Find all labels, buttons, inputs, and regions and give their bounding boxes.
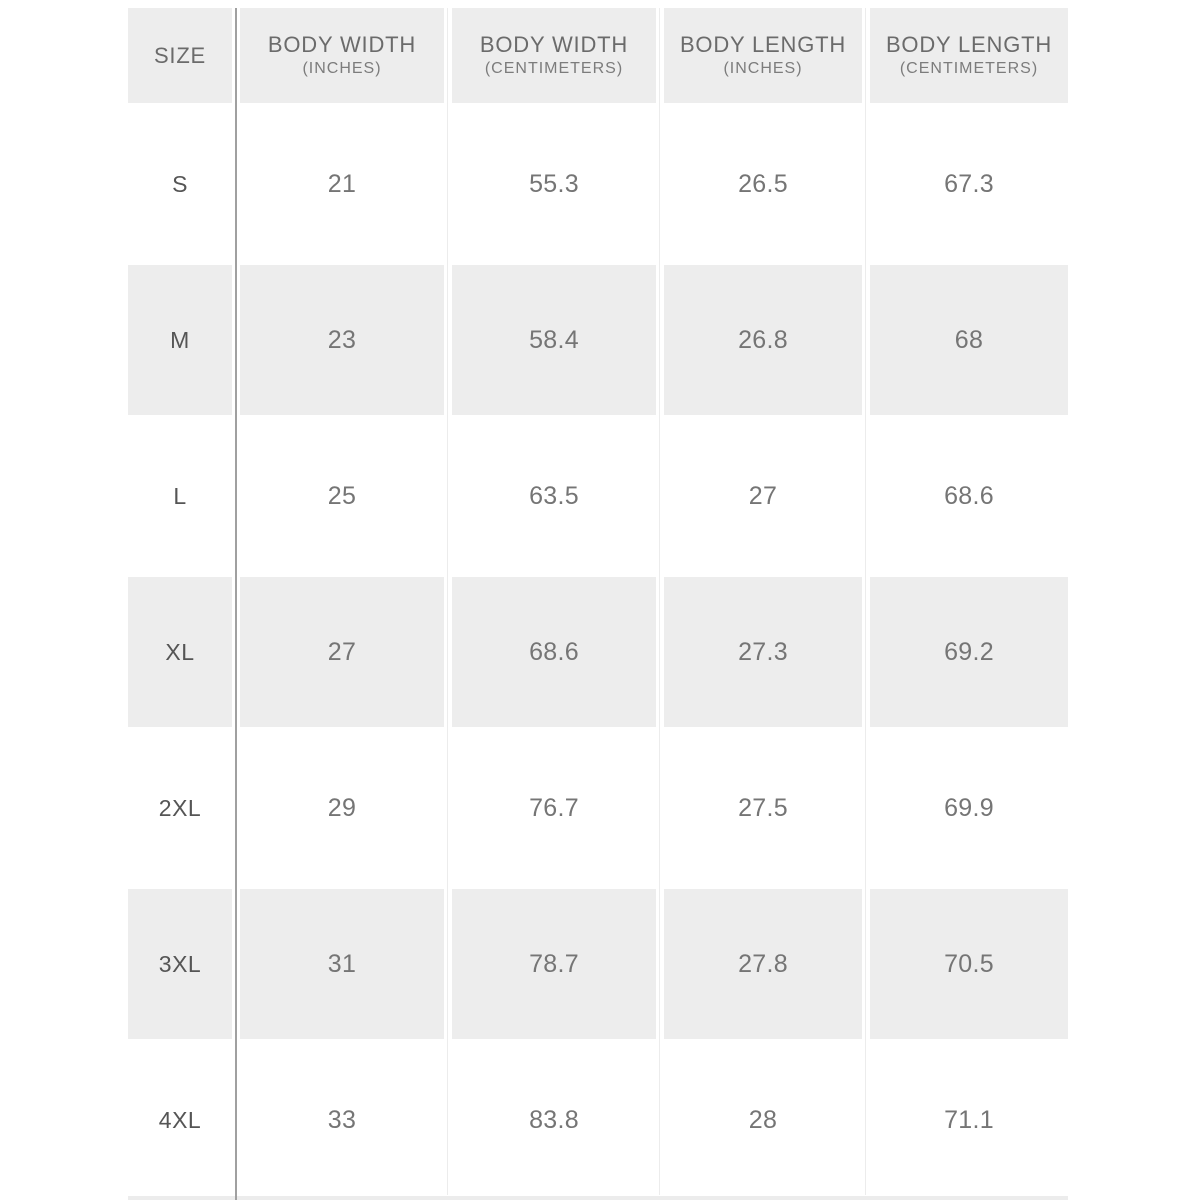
value-cell: 76.7 <box>452 733 656 883</box>
column-gutter-line <box>659 8 660 1195</box>
value-cell: 69.2 <box>870 577 1068 727</box>
value-cell: 68.6 <box>870 421 1068 571</box>
value-cell: 33 <box>240 1045 444 1195</box>
value-cell: 78.7 <box>452 889 656 1039</box>
column-header-title: BODY WIDTH <box>267 32 417 58</box>
value-cell: 25 <box>240 421 444 571</box>
value-cell: 70.5 <box>870 889 1068 1039</box>
value-cell: 27 <box>240 577 444 727</box>
value-cell: 31 <box>240 889 444 1039</box>
value-cell: 27.3 <box>664 577 862 727</box>
value-cell: 55.3 <box>452 109 656 259</box>
header-cell-size <box>128 8 232 103</box>
value-cell: 21 <box>240 109 444 259</box>
value-cell: 63.5 <box>452 421 656 571</box>
column-header-title: BODY LENGTH <box>885 32 1053 58</box>
column-header-title: SIZE <box>153 42 207 68</box>
value-cell: 68.6 <box>452 577 656 727</box>
column-header-subtitle: (INCHES) <box>723 59 803 77</box>
column-gutter-line <box>865 8 866 1195</box>
table-bottom-edge-line <box>128 1196 1068 1200</box>
header-cell-body-width-inches <box>240 8 444 103</box>
size-cell-m: M <box>128 265 232 415</box>
column-header-subtitle: (CENTIMETERS) <box>899 59 1039 77</box>
column-header-title: BODY LENGTH <box>679 32 847 58</box>
value-cell: 27.5 <box>664 733 862 883</box>
value-cell: 28 <box>664 1045 862 1195</box>
size-cell-2xl: 2XL <box>128 733 232 883</box>
value-cell: 23 <box>240 265 444 415</box>
value-cell: 26.8 <box>664 265 862 415</box>
header-cell-body-width-centimeters <box>452 8 656 103</box>
size-cell-xl: XL <box>128 577 232 727</box>
column-header-subtitle: (CENTIMETERS) <box>484 59 624 77</box>
header-cell-body-length-inches <box>664 8 862 103</box>
size-column-divider-line <box>235 8 237 1200</box>
value-cell: 71.1 <box>870 1045 1068 1195</box>
column-gutter-line <box>447 8 448 1195</box>
value-cell: 27 <box>664 421 862 571</box>
value-cell: 58.4 <box>452 265 656 415</box>
value-cell: 67.3 <box>870 109 1068 259</box>
size-cell-4xl: 4XL <box>128 1045 232 1195</box>
header-cell-body-length-centimeters <box>870 8 1068 103</box>
column-header-title: BODY WIDTH <box>479 32 629 58</box>
size-cell-l: L <box>128 421 232 571</box>
value-cell: 69.9 <box>870 733 1068 883</box>
size-chart-table <box>128 8 1068 1195</box>
value-cell: 26.5 <box>664 109 862 259</box>
size-cell-s: S <box>128 109 232 259</box>
value-cell: 68 <box>870 265 1068 415</box>
value-cell: 29 <box>240 733 444 883</box>
size-cell-3xl: 3XL <box>128 889 232 1039</box>
column-header-subtitle: (INCHES) <box>302 59 382 77</box>
value-cell: 27.8 <box>664 889 862 1039</box>
value-cell: 83.8 <box>452 1045 656 1195</box>
